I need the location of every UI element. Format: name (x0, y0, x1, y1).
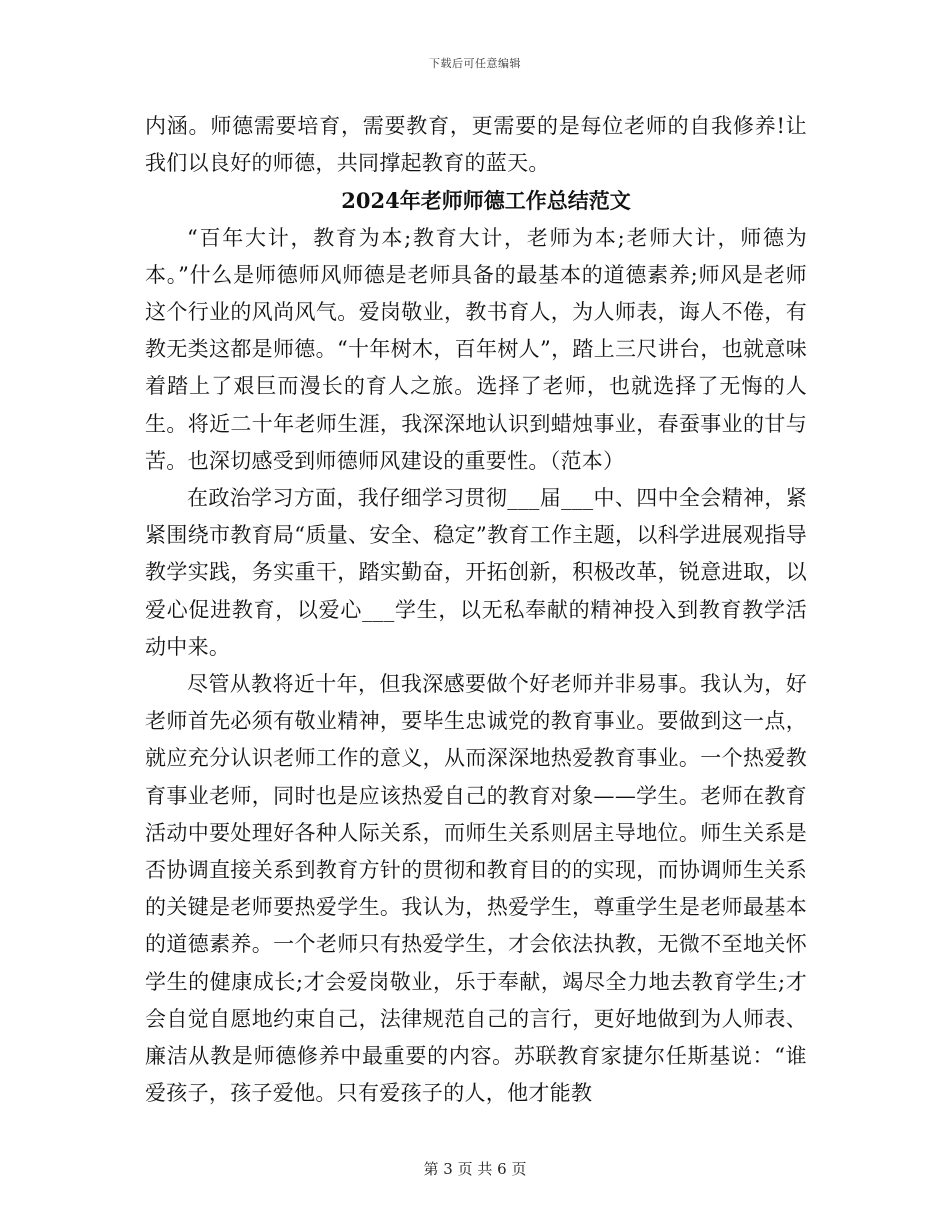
page-number: 第 3 页 共 6 页 (423, 1160, 527, 1178)
document-body (145, 108, 807, 1112)
paragraph-teaching-reflection: 尽管从教将近十年，但我深感要做个好老师并非易事。我认为，好老师首先必须有敬业精神，要毕生忠诚党的教育事业。要做到这一点，就应充分认识老师工作的意义，从而深深地热爱教育事业。一个热爱教育事业老师，同时也是应该热爱自己的教育对象——学生。老师在教育活动中要处理好各种人际关系，而师生关系则居主导地位。师生关系是否协调直接关系到教育方针的贯彻和教育目的的实现，而协调师生关系的关键是老师要热爱学生。我认为，热爱学生，尊重学生是老师最基本的道德素养。一个老师只有热爱学生，才会依法执教，无微不至地关怀学生的健康成长;才会爱岗敬业，乐于奉献，竭尽全力地去教育学生;才会自觉自愿地约束自己，法律规范自己的言行，更好地做到为人师表、廉洁从教是师德修养中最重要的内容。苏联教育家捷尔任斯基说：“谁爱孩子，孩子爱他。只有爱孩子的人，他才能教 (145, 672, 807, 1106)
paragraph-continuation: 内涵。师德需要培育，需要教育，更需要的是每位老师的自我修养!让我们以良好的师德，共同撑起教育的蓝天。 (145, 114, 807, 176)
section-title: 2024年老师师德工作总结范文 (341, 188, 631, 214)
page-header-note: 下载后可任意编辑 (429, 57, 521, 70)
paragraph-intro: “百年大计，教育为本;教育大计，老师为本;老师大计，师德为本。”什么是师德师风师德是老师具备的最基本的道德素养;师风是老师这个行业的风尚风气。爱岗敬业，教书育人，为人师表，诲人不倦，有教无类这都是师德。“十年树木，百年树人”，踏上三尺讲台，也就意味着踏上了艰巨而漫长的育人之旅。选择了老师，也就选择了无悔的人生。将近二十年老师生涯，我深深地认识到蜡烛事业，春蚕事业的甘与苦。也深切感受到师德师风建设的重要性。（范本） (145, 225, 807, 473)
paragraph-political-study: 在政治学习方面，我仔细学习贯彻___届___中、四中全会精神，紧紧围绕市教育局“质量、安全、稳定”教育工作主题，以科学进展观指导教学实践，务实重干，踏实勤奋，开拓创新，积极改革，锐意进取，以爱心促进教育，以爱心___学生，以无私奉献的精神投入到教育教学活动中来。 (145, 486, 807, 659)
